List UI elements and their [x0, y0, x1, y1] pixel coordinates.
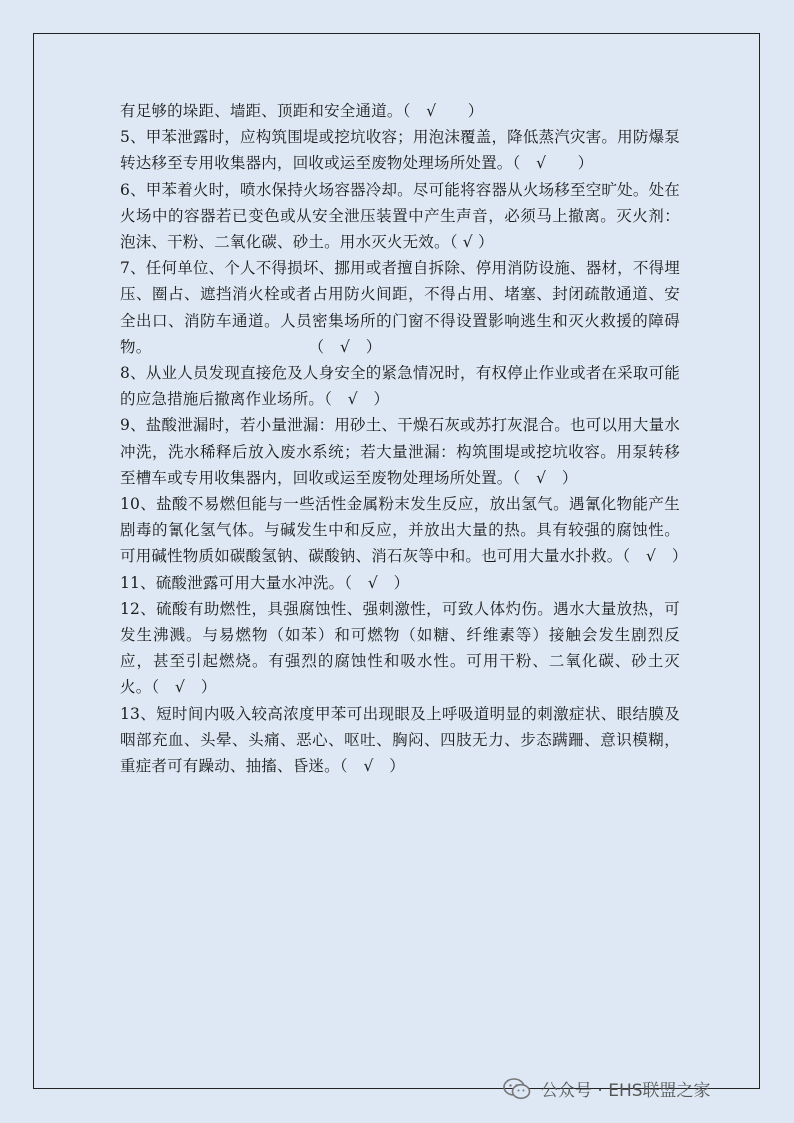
question-12: 12、硫酸有助燃性，具强腐蚀性、强刺激性，可致人体灼伤。遇水大量放热，可发生沸溅。与易燃物（如苯）和可燃物（如糖、纤维素等）接触会发生剧烈反应，甚至引起燃烧。有强烈的腐蚀性和吸水性。可用干粉、二氧化碳、砂土灭火。（ √ ）: [120, 599, 680, 697]
question-13: 13、短时间内吸入较高浓度甲苯可出现眼及上呼吸道明显的刺激症状、眼结膜及咽部充血、头晕、头痛、恶心、呕吐、胸闷、四肢无力、步态蹒跚、意识模糊，重症者可有躁动、抽搐、昏迷。（ √ ）: [120, 704, 680, 776]
watermark: [503, 1076, 711, 1101]
question-9: 9、盐酸泄漏时，若小量泄漏：用砂土、干燥石灰或苏打灰混合。也可以用大量水冲洗，洗水稀释后放入废水系统；若大量泄漏：构筑围堤或挖坑收容。用泵转移至槽车或专用收集器内，回收或运至废物处理场所处置。（ √ ）: [120, 416, 680, 487]
question-8: 8、从业人员发现直接危及人身安全的紧急情况时，有权停止作业或者在采取可能的应急措施后撤离作业场所。（ √ ）: [120, 364, 680, 409]
question-7: 7、任何单位、个人不得损坏、挪用或者擅自拆除、停用消防设施、器材，不得埋压、圈占、遮挡消火栓或者占用防火间距，不得占用、堵塞、封闭疏散通道、安全出口、消防车通道。人员密集场所的门窗不得设置影响逃生和灭火救援的障碍物。 （ √ ）: [120, 259, 680, 356]
question-10: 10、盐酸不易燃但能与一些活性金属粉末发生反应，放出氢气。遇氰化物能产生剧毒的氰化氢气体。与碱发生中和反应，并放出大量的热。具有较强的腐蚀性。可用碱性物质如碳酸氢钠、碳酸钠、消石灰等中和。也可用大量水扑救。（ √ ）: [120, 495, 688, 566]
question-5: 5、甲苯泄露时，应构筑围堤或挖坑收容；用泡沫覆盖，降低蒸汽灾害。用防爆泵转达移至专用收集器内，回收或运至废物处理场所处置。（ √ ）: [120, 128, 680, 173]
watermark-text: 公众号 · EHS联盟之家: [541, 1081, 711, 1101]
question-11: 11、硫酸泄露可用大量水冲洗。（ √ ）: [120, 573, 410, 592]
paragraph-continued: 有足够的垛距、墙距、顶距和安全通道。（ √ ）: [120, 102, 484, 120]
wechat-icon: [503, 1078, 531, 1100]
question-6: 6、甲苯着火时，喷水保持火场容器冷却。尽可能将容器从火场移至空旷处。处在火场中的容器若已变色或从安全泄压装置中产生声音，必须马上撤离。灭火剂：泡沫、干粉、二氧化碳、砂土。用水灭火无效。（ √ ）: [120, 180, 680, 252]
document-body: [120, 98, 688, 779]
